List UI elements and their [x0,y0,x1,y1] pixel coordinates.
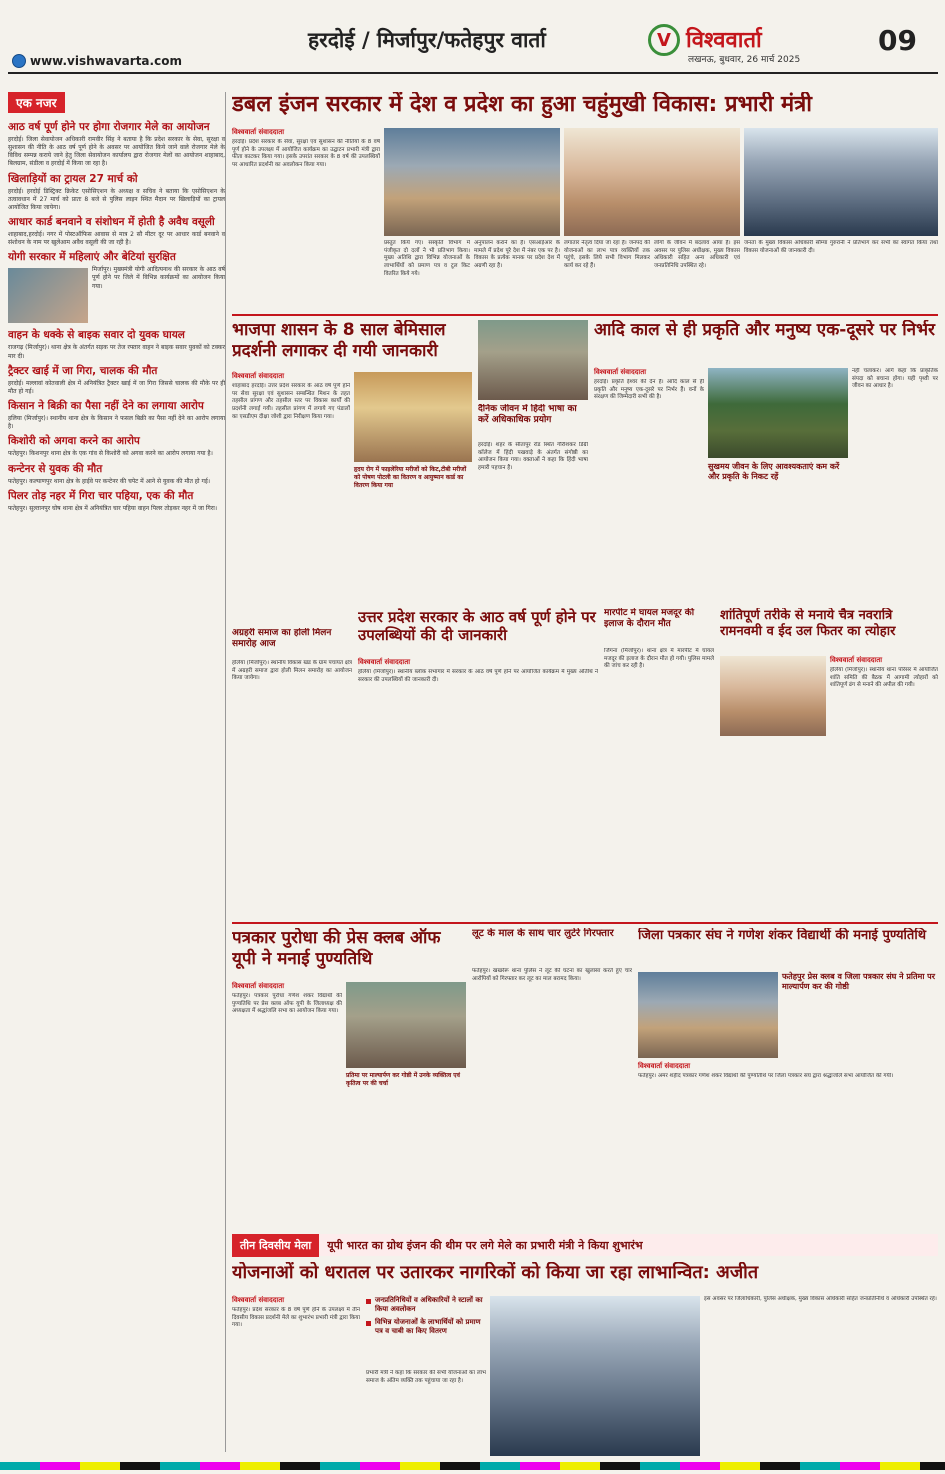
story10-text: फतेहपुर। अमर शहीद पत्रकार गणेश शंकर विद्यार्थी की पुण्यतिथि पर जिला पत्रकार संघ द्वारा श्रद्धांजलि सभा आयोजित की गयी। [638,1073,894,1079]
ek-nazar-tag: एक नजर [8,92,65,113]
dateline: लखनऊ, बुधवार, 26 मार्च 2025 [688,55,801,65]
brief-headline: किशोरी को अगवा करने का आरोप [8,435,140,448]
brief-headline: ट्रैक्टर खाई में जा गिरा, चालक की मौत [8,364,158,377]
divider [232,922,938,924]
brief-text: हरदोई। मल्लावां कोतवाली क्षेत्र में अनियंत्रित ट्रैक्टर खाई में जा गिरा जिससे चालक की मौके पर ही मौत हो गई। [8,379,225,395]
story9-text: फतेहपुर। खखरेरू थाना पुलिस ने लूट की घटना का खुलासा करते हुए चार आरोपियों को गिरफ्तार कर लूट का माल बरामद किया। [472,968,632,982]
story5-body [358,658,598,918]
story10-title: जिला पत्रकार संघ ने गणेश शंकर विद्यार्थी की मनाई पुण्यतिथि [638,928,927,943]
brief-text: शाहाबाद,हरदोई। नगर में पोस्टऑफिस आवास से मात्र 2 सौ मीटर दूर पर आधार कार्ड बनवाने व संशोधन के नाम पर खुलेआम अवैध वसूली की जा रही है। [8,231,225,247]
story1-note: हृदय रोग में फाइलेरिया मरीजों को किट,टीबी मरीजों को पोषण पोटली का वितरण व आयुष्मान कार्ड का वितरण किया गया [354,466,467,489]
bottom-title: योजनाओं को धरातल पर उतारकर नागरिकों को किया जा रहा लाभान्वित: अजीत [232,1262,759,1283]
lead-col-5: लोगों के जीवन में बदलाव आया है। इस अवसर पर पुलिस अधीक्षक, मुख्य विकास अधिकारी सहित अन्य अधिकारी एवं जनप्रतिनिधि उपस्थित रहे। [654,240,740,270]
story3-photo [708,368,848,458]
story3-text: हरदोई। प्रकृति ईश्वर की देन है। आदि काल से ही प्रकृति और मनुष्य एक-दूसरे पर निर्भर हैं। वनों के संरक्षण की जिम्मेदारी सभी की है। [594,379,704,401]
main-area [232,92,938,1462]
brief-item [8,173,225,212]
banner-tag: तीन दिवसीय मेला [232,1234,319,1257]
story7-body [830,656,938,918]
website-link[interactable] [12,54,182,68]
bottom-text: फतेहपुर। प्रदेश सरकार के 8 वर्ष पूर्ण होने के उपलक्ष्य में तीन दिवसीय विकास प्रदर्शनी मेले का शुभारंभ प्रभारी मंत्री द्वारा किया गया। [232,1307,360,1329]
story5-title: उत्तर प्रदेश सरकार के आठ वर्ष पूर्ण होने पर उपलब्धियों की दी जानकारी [358,608,596,645]
story5-text: हलिया (मिर्जापुर)। स्थानीय ब्लॉक सभागार में सरकार के आठ वर्ष पूर्ण होने पर आयोजित कार्यक्रम में मुख्य अतिथि ने सरकार की उपलब्धियों की जानकारी दी। [358,669,598,683]
story8-byline: विश्ववार्ता संवाददाता [232,982,285,990]
story8-text: फतेहपुर। पत्रकार पुरोधा गणेश शंकर विद्यार्थी की पुण्यतिथि पर प्रेस क्लब ऑफ यूपी के जिलाध्यक्ष की अध्यक्षता में श्रद्धांजलि सभा का आयोजन किया गया। [232,993,342,1015]
brand-logo-icon: V [648,24,680,56]
brief-text: हलिया (मिर्जापुर)। स्थानीय थाना क्षेत्र के किसान ने फसल बिक्री का पैसा नहीं देने का आरोप लगाया है। [8,415,225,431]
bottom-col-2: प्रभारी मंत्री ने कहा कि सरकार की सभी योजनाओं का लाभ समाज के अंतिम व्यक्ति तक पहुंचाया जा रहा है। [366,1370,486,1384]
brief-headline: खिलाड़ियों का ट्रायल 27 मार्च को [8,172,138,185]
lead-photo-2 [564,128,740,236]
story3-title: आदि काल से ही प्रकृति और मनुष्य एक-दूसरे पर निर्भर [594,320,935,340]
brief-headline: पिलर तोड़ नहर में गिरा चार पहिया, एक की मौत [8,489,194,502]
story7-title: शांतिपूर्ण तरीके से मनाये चैत्र नवरात्रि रामनवमी व ईद उल फितर का त्योहार [720,608,896,639]
divider [232,314,938,316]
brief-text: हरदोई। हरदोई डिस्ट्रिक्ट क्रिकेट एसोसिएशन के अध्यक्ष व सचिव ने बताया कि एसोसिएशन के तत्वावधान में 27 मार्च को प्रातः 8 बजे से पुलिस लाइन स्थित मैदान पर खिलाड़ियों का ट्रायल आयोजित किया जायेगा। [8,187,225,211]
brief-item [8,329,225,360]
brief-text: राजगढ़ (मिर्जापुर)। थाना क्षेत्र के अंतर्गत सड़क पर तेज रफ्तार वाहन ने बाइक सवार युवकों को टक्कर मार दी। [8,344,225,360]
brief-item [8,251,225,325]
brief-text: फतेहपुर। कल्याणपुर थाना क्षेत्र के हाईवे पर कन्टेनर की चपेट में आने से युवक की मौत हो गई। [8,477,211,485]
bottom-bullets [366,1296,486,1366]
brief-photo [8,268,88,323]
story5-byline: विश्ववार्ता संवाददाता [358,658,411,666]
story1-photo [354,372,472,462]
story1-title: भाजपा शासन के 8 साल बेमिसाल प्रदर्शनी लगाकर दी गयी जानकारी [232,320,446,361]
story10-caption: फतेहपुर प्रेस क्लब व जिला पत्रकार संघ ने प्रतिमा पर माल्यार्पण कर की गोष्ठी [782,972,936,992]
byline: विश्ववार्ता संवाददाता [232,128,285,136]
page-number: 09 [878,24,917,57]
story3-byline: विश्ववार्ता संवाददाता [594,368,647,376]
brief-text: फतेहपुर। किशनपुर थाना क्षेत्र के एक गांव से किशोरी को अगवा करने का आरोप लगाया गया है। [8,450,213,458]
story8-body [232,982,342,1230]
story3-note: सुखमय जीवन के लिए आवश्यकताएं कम करें और प्रकृति के निकट रहें [708,462,840,482]
brief-item [8,490,225,513]
color-registration-stripe [0,1462,945,1470]
brief-list [8,121,225,513]
story4-text: हलिया (मिर्जापुर)। स्थानीय विकास खंड के ग्राम पंचायत क्षेत्र में अग्रहरी समाज द्वारा होली मिलन समारोह का आयोजन किया जायेगा। [232,660,352,682]
story4-title: अग्रहरी समाज का होली मिलन समारोह आज [232,628,332,649]
lead-col-6: जनता के मुख्य विकास अधिकारी सौम्या गुरुरानी ने प्रतिभाग कर सभी का स्वागत किया तथा विकास योजनाओं की जानकारी दी। [744,240,938,254]
story1-byline: विश्ववार्ता संवाददाता [232,372,285,380]
story7-byline: विश्ववार्ता संवाददाता [830,656,883,664]
story3-body [594,368,704,598]
lead-col-2: प्रस्तुत किये गए। संस्कृति विभाग में पंजीकृत दो दलों ने भी प्रतिभाग किया। मुख्य अतिथि द्वारा विभिन्न योजनाओं के लाभार्थियों को प्रमाण पत्र व टूल किट वितरित किये गये। [384,240,470,277]
brief-text: मिर्जापुर। मुख्यमंत्री योगी आदित्यनाथ की सरकार के आठ वर्ष पूर्ण होने पर जिले में विभिन्न कार्यक्रमों का आयोजन किया गया। [92,266,225,290]
story10-byline: विश्ववार्ता संवाददाता [638,1062,691,1070]
story1-body [232,372,350,622]
brief-item [8,435,225,458]
lead-photo-3 [744,128,938,236]
event-banner [232,1234,938,1256]
bullet-item: जनप्रतिनिधियों व अधिकारियों ने स्टालों का किया अवलोकन [366,1296,486,1314]
story6-text: जिगना (मिर्जापुर)। थाना क्षेत्र में मारपीट में घायल मजदूर की इलाज के दौरान मौत हो गयी। पुलिस मामले की जांच कर रही है। [604,648,714,670]
story7-photo [720,656,826,736]
banner-text: यूपी भारत का ग्रोथ इंजन की थीम पर लगे मेले का प्रभारी मंत्री ने किया शुभारंभ [327,1238,643,1252]
story1-text: शाहाबाद हरदोई। उत्तर प्रदेश सरकार के आठ वर्ष पूर्ण होने पर सेवा सुरक्षा एवं सुशासन सम्बन्धित मिशन के तहत तहसील प्रांगण और तहसील स्तर पर विकास कार्यों की प्रदर्शनी लगाई गयी। तहसील प्रांगण में लगाये गए पंडालों का एसडीएम दीक्षा जोशी द्वारा निरीक्षण किया गया। [232,383,350,420]
brief-headline: वाहन के धक्के से बाइक सवार दो युवक घायल [8,329,185,342]
story8-photo [346,982,466,1068]
brief-text: फतेहपुर। सुल्तानपुर घोष थाना क्षेत्र में अनियंत्रित चार पहिया वाहन पिलर तोड़कर नहर में जा गिरा। [8,504,218,512]
brief-headline: किसान ने बिक्री का पैसा नहीं देने का लगाया आरोप [8,399,204,412]
story8-caption: प्रतिमा पर माल्यार्पण कर गोष्ठी में उनके व्यक्तित्व एवं कृतित्व पर की चर्चा [346,1072,460,1087]
brand-name: विश्ववार्ता [686,28,762,53]
brief-item [8,121,225,169]
lead-col-1 [232,128,380,308]
main-headline: डबल इंजन सरकार में देश व प्रदेश का हुआ चहुंमुखी विकास: प्रभारी मंत्री [232,92,812,117]
story8-title: पत्रकार पुरोधा की प्रेस क्लब ऑफ यूपी ने मनाई पुण्यतिथि [232,928,441,969]
story10-body [638,1062,938,1230]
page-header [8,18,938,74]
lead-col-4: लगातार नेतृत्व दिया जा रहा है। जनपद की योजनाओं का लाभ पात्र व्यक्तियों तक पहुंचे, इसके लिये सभी विभाग मिलकर कार्य कर रहे हैं। [564,240,650,270]
story7-text: हलिया (मिर्जापुर)। स्थानीय थाना परिसर में आयोजित शांति समिति की बैठक में आगामी त्योहारों को शांतिपूर्ण ढंग से मनाने की अपील की गयी। [830,667,938,689]
bottom-body [232,1296,360,1456]
story9-title: लूट के माल के साथ चार लुटेरे गिरफ्तार [472,928,614,939]
brief-item [8,365,225,396]
brief-item [8,216,225,247]
brief-item [8,400,225,431]
website-text: www.vishwavarta.com [30,54,182,68]
brief-headline: आधार कार्ड बनवाने व संशोधन में होती है अवैध वसूली [8,215,215,228]
bottom-byline: विश्ववार्ता संवाददाता [232,1296,285,1304]
bullet-item: विभिन्न योजनाओं के लाभार्थियों को प्रमाण पत्र व चाबी का किए वितरण [366,1318,486,1336]
brief-headline: योगी सरकार में महिलाएं और बेटियां सुरक्षित [8,251,176,264]
lead-photo-1 [384,128,560,236]
brief-text: हरदोई। जिला सेवायोजन अधिकारी रामवीर सिंह ने बताया है कि प्रदेश सरकार के सेवा, सुरक्षा व सुशासन की नीति के आठ वर्ष पूर्ण होने के अवसर पर आयोजित किये जाने वाले रोजगार मेले के विविध सम्पन्न कराये जाने हेतु जिला सेवायोजन कार्यालय द्वारा रोजगार मेलों का आयोजन शाहाबाद, बिलग्राम, संडीला व हरदोई में किया जा रहा है। [8,136,225,168]
story10-photo [638,972,778,1058]
section-title: हरदोई / मिर्जापुर/फतेहपुर वार्ता [308,28,546,52]
story2-text: हरदोई। शहर के सीतापुर रोड स्थित गौरीशंकर डिग्री कॉलेज में हिंदी पखवाड़े के अंतर्गत संगोष्ठी का आयोजन किया गया। वक्ताओं ने कहा कि हिंदी भाषा हमारी पहचान है। [478,442,588,472]
brief-item [8,463,225,486]
brief-headline: कन्टेनर से युवक की मौत [8,462,103,475]
story6-title: मारपीट मे घायल मजदूर की इलाज के दौरान मौत [604,608,695,629]
left-column [8,92,226,1452]
bottom-photo [490,1296,700,1456]
story2-photo [478,320,588,400]
brief-headline: आठ वर्ष पूर्ण होने पर होगा रोजगार मेले का आयोजन [8,121,210,133]
lead-col-3: अनुपालन कराने का है। एसआईआर के मामले में प्रदेश पूरे देश में नंबर एक पर है। विकास के प्रत्येक मानक पर प्रदेश देश में अग्रणी रहा है। [474,240,560,270]
lead-text: हरदोई। प्रदेश सरकार के सेवा, सुरक्षा एवं सुशासन की नीतियों के 8 वर्ष पूर्ण होने के उपलक्ष्य में आयोजित कार्यक्रम का उद्घाटन प्रभारी मंत्री द्वारा फीता काटकर किया गया। इसके उपरांत सरकार के 8 वर्ष की उपलब्धियों पर आधारित प्रदर्शनी का अवलोकन किया गया। [232,139,380,169]
bottom-col-3: इस अवसर पर जिलाधिकारी, पुलिस अधीक्षक, मुख्य विकास अधिकारी सहित जनप्रतिनिधि व अधिकारी उपस्थित रहे। [704,1296,937,1302]
story3-side: नहीं चलाकर। आगे कहा कि प्राकृतिक संपदा को बचाना होगा। यही पृथ्वी पर जीवन का आधार है। [852,368,938,390]
story2-title: दैनिक जीवन में हिंदी भाषा का करें अधिकाधिक प्रयोग [478,404,577,425]
globe-icon [12,54,26,68]
